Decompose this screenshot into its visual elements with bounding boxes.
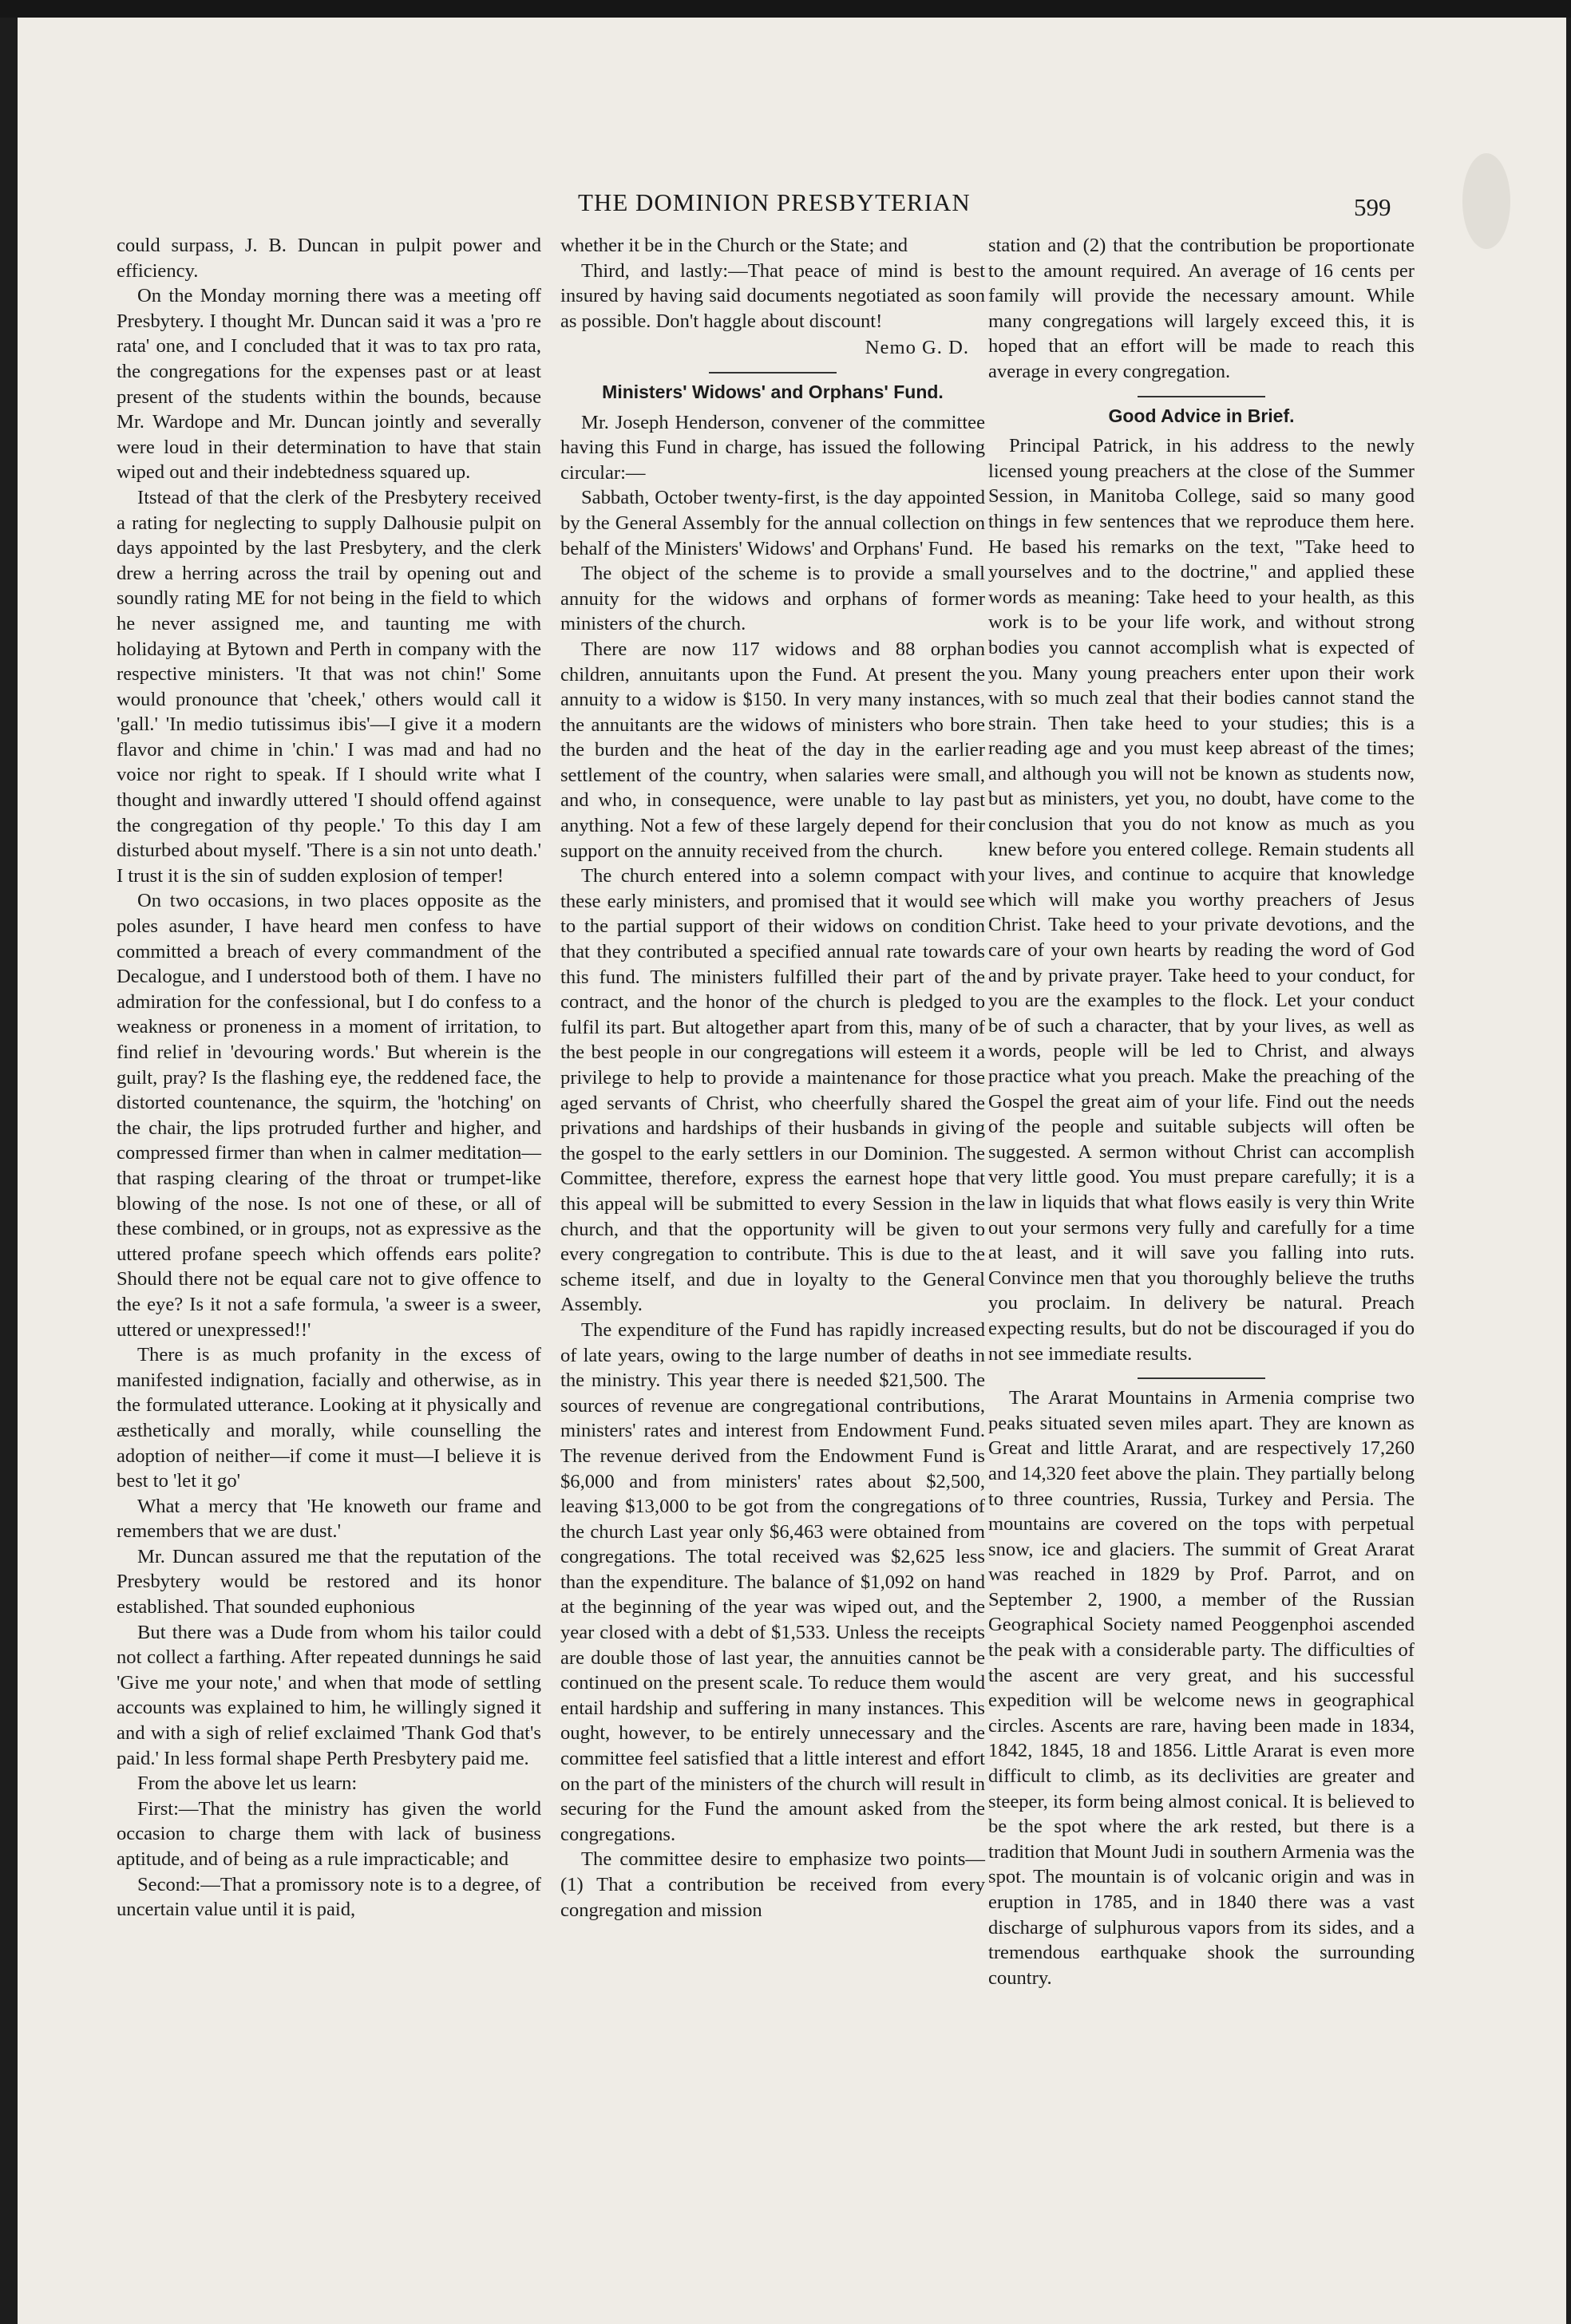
paragraph: Sabbath, October twenty-first, is the day appointed by the General Assembly for the annual collection on behalf of the Ministers' Widows' and Orphans' Fund. — [560, 487, 985, 559]
paragraph: Mr. Joseph Henderson, convener of the committee having this Fund in charge, has issued the following circular:— — [560, 411, 985, 484]
paragraph: The committee desire to emphasize two points—(1) That a contribution be received from every congregation and mission — [560, 1848, 985, 1921]
paragraph: Third, and lastly:—That peace of mind is best insured by having said documents negotiated as soon as possible. Don't haggle about discount! — [560, 259, 985, 332]
section-divider — [1138, 1377, 1265, 1379]
paragraph: The church entered into a solemn compact with these early ministers, and promised that it would see to the partial support of their widows on condition that they contributed a specified annual rate towards this fund. The ministers fulfilled their part of the contract, and the honor of the church is pledged to fulfil its part. But altogether apart from this, many of the best people in our congregations will esteem it a privilege to help to provide a maintenance for those aged servants of Christ, who cheerfully shared the privations and hardships of their husbands in giving the gospel to the early settlers in our Dominion. The Committee, therefore, express the earnest hope that this appeal will be submitted to every Session in the church, and that the opportunity will be given to every congregation to contribute. This is due to the scheme itself, and due in loyalty to the General Assembly. — [560, 865, 985, 1316]
paragraph: On the Monday morning there was a meeting off Presbytery. I thought Mr. Duncan said it was a 'pro re rata' one, and I concluded that it was to tax pro rata, the congregations for the expenses past or at least present of the students within the bounds, because Mr. Wardope and Mr. Duncan jointly and severally were loud in their determination to have that stain wiped out and their indebtedness squared up. — [117, 285, 541, 484]
paragraph: From the above let us learn: — [137, 1773, 358, 1795]
paragraph: There is as much profanity in the excess of manifested indignation, facially and otherwise, as in the formulated utterance. Looking at it physically and æsthetically and morally, while counselling the adoption of neither—if come it must—I believe it is best to 'let it go' — [117, 1344, 541, 1492]
paragraph: Principal Patrick, in his address to the newly licensed young preachers at the close of the Summer Session, in Manitoba College, said so many good things in few sentences that we reproduce them here. He based his remarks on the text, "Take heed to yourselves and to the doctrine," and applied these words as meaning: Take heed to your health, as this work is to be your life work, and without strong bodies you cannot accomplish what is expected of you. Many young preachers enter upon their work with so much zeal that their bodies cannot stand the strain. Then take heed to your studies; this is a reading age and you must keep abreast of the times; and although you will not be known as students now, but as ministers, yet you, no doubt, have come to the conclusion that you do not know as much as you knew before you entered college. Remain students all your lives, and continue to acquire that knowledge which will make you worthy preachers of Jesus Christ. Take heed to your private devotions, and the care of your own hearts by reading the word of God and by private prayer. Take heed to your conduct, for you are the examples to the flock. Let your conduct be of such a character, that by your lives, as well as words, people will be led to Christ, and always practice what you preach. Make the preaching of the Gospel the great aim of your life. Find out the needs of the people and suitable subjects will often be suggested. A sermon without Christ can accomplish very little good. You must prepare carefully; it is a law in liquids that what flows easily is very thin Write out your sermons very fully and carefully for a time at least, and it will save you falling into ruts. Convince men that you thoroughly believe the truths you proclaim. In delivery be natural. Preach expecting results, but do not be discouraged if you do not see immediate results. — [988, 435, 1415, 1365]
author-signature: Nemo G. D. — [865, 337, 969, 359]
scan-border — [0, 0, 1571, 18]
publication-title: THE DOMINION PRESBYTERIAN — [578, 188, 971, 216]
section-divider — [1138, 396, 1265, 397]
paragraph: The Ararat Mountains in Armenia comprise two peaks situated seven miles apart. They are known as Great and little Ararat, and are respectively 17,260 and 14,320 feet above the plain. They partially belong to three countries, Russia, Turkey and Persia. The mountains are covered on the tops with perpetual snow, ice and glaciers. The summit of Great Ararat was reached in 1829 by Prof. Parrot, and on September 2, 1900, a member of the Russian Geographical Society named Peoggenphoi ascended the peak with a considerable party. The difficulties of the ascent are very great, and his successful expedition will be welcome news in geographical circles. Ascents are rare, having been made in 1834, 1842, 1845, 18 and 1856. Little Ararat is even more difficult to climb, as its declivities are greater and steeper, its form being almost conical. It is believed to be the spot where the ark rested, but there is a tradition that Mount Judi in southern Armenia was the spot. The mountain is of volcanic origin and was in eruption in 1785, and in 1840 there was a vast discharge of sulphurous vapors from its sides, and a tremendous earthquake shook the surrounding country. — [988, 1387, 1415, 1989]
paragraph: Itstead of that the clerk of the Presbytery received a rating for neglecting to supply Dalhousie pulpit on days appointed by the last Presbytery, and the clerk drew a herring across the trail by opening out and soundly rating ME for not being in the field to which he never assigned me, and taunting me with holidaying at Bytown and Perth in company with the respective ministers. 'It that was not chin!' Some would pronounce that 'cheek,' others would call it 'gall.' 'In medio tutissimus ibis'—I give it a modern flavor and chime in 'chin.' I was mad and had no voice nor right to speak. If I should write what I thought and inwardly uttered 'I should offend against the congregation of thy people.' To this day I am disturbed about myself. 'There is a sin not unto death.' I trust it is the sin of sudden explosion of temper! — [117, 486, 541, 887]
paragraph: What a mercy that 'He knoweth our frame and remembers that we are dust.' — [117, 1495, 541, 1543]
column-middle — [560, 233, 985, 1923]
column-left — [117, 233, 541, 1923]
page-header — [184, 188, 1405, 223]
article-heading: Good Advice in Brief. — [1108, 405, 1295, 426]
paragraph: On two occasions, in two places opposite as the poles asunder, I have heard men confess to have committed a breach of every commandment of the Decalogue, and I understood both of them. I have no admiration for the confessional, but I do confess to a weakness or proneness in a moment of irritation, to find relief in 'devouring words.' But wherein is the guilt, pray? Is the flashing eye, the reddened face, the distorted countenance, the squirm, the 'hotching' on the chair, the lips protruded further and higher, and compressed firmer than when in calmer meditation—that rasping clearing of the throat or trumpet-like blowing of the nose. Is not one of these, or all of these combined, or in groups, not as expressive as the uttered profane speech which offends ears polite? Should there not be equal care not to give offence to the eye? Is it not a safe formula, 'a sweer is a sweer, uttered or unexpressed!!' — [117, 890, 541, 1341]
section-divider — [709, 372, 837, 374]
paragraph: Second:—That a promissory note is to a degree, of uncertain value until it is paid, — [117, 1873, 541, 1921]
paragraph: station and (2) that the contribution be proportionate to the amount required. An average of 16 cents per family will provide the necessary amount. While many congregations will largely exceed this, it is hoped that an effort will be made to reach this average in every congregation. — [988, 235, 1415, 382]
paper-smudge — [1462, 153, 1510, 249]
page-number: 599 — [1354, 193, 1391, 221]
article-heading: Ministers' Widows' and Orphans' Fund. — [602, 381, 944, 402]
paragraph: The expenditure of the Fund has rapidly increased of late years, owing to the large number of deaths in the ministry. This year there is needed $21,500. The sources of revenue are congregational contributions, ministers' rates and interest from Endowment Fund. The revenue derived from the Endowment Fund is $6,000 and from ministers' rates about $2,500, leaving $13,000 to be got from the congregations of the church Last year only $6,463 were obtained from congregations. The total received was $2,625 less than the expenditure. The balance of $1,092 on hand at the beginning of the year was wiped out, and the year closed with a debt of $1,533. Unless the receipts are double those of last year, the annuities cannot be continued on the present scale. To reduce them would entail hardship and suffering in many instances. This ought, however, to be entirely unnecessary and the committee feel satisfied that a little interest and effort on the part of the ministers of the church will result in securing for the Fund the amount asked from the congregations. — [560, 1318, 985, 1845]
paragraph: But there was a Dude from whom his tailor could not collect a farthing. After repeated dunnings he said 'Give me your note,' and when that mode of settling accounts was explained to him, he willingly signed it and with a sigh of relief exclaimed 'Thank God that's paid.' In less formal shape Perth Presbytery paid me. — [117, 1621, 541, 1769]
paragraph: could surpass, J. B. Duncan in pulpit power and efficiency. — [117, 235, 541, 282]
paragraph: First:—That the ministry has given the world occasion to charge them with lack of business aptitude, and of being as a rule impracticable; and — [117, 1797, 541, 1870]
paragraph: Mr. Duncan assured me that the reputation of the Presbytery would be restored and its honor established. That sounded euphonious — [117, 1545, 541, 1618]
paragraph: whether it be in the Church or the State; and — [560, 235, 908, 256]
column-right — [988, 233, 1415, 1990]
paragraph: There are now 117 widows and 88 orphan children, annuitants upon the Fund. At present the annuity to a widow is $150. In very many instances, the annuitants are the widows of ministers who bore the burden and the heat of the day in the earlier settlement of the country, when salaries were small, and who, in consequence, were unable to lay past anything. Not a few of these largely depend for their support on the annuity received from the church. — [560, 638, 985, 862]
paragraph: The object of the scheme is to provide a small annuity for the widows and orphans of former ministers of the church. — [560, 563, 985, 635]
